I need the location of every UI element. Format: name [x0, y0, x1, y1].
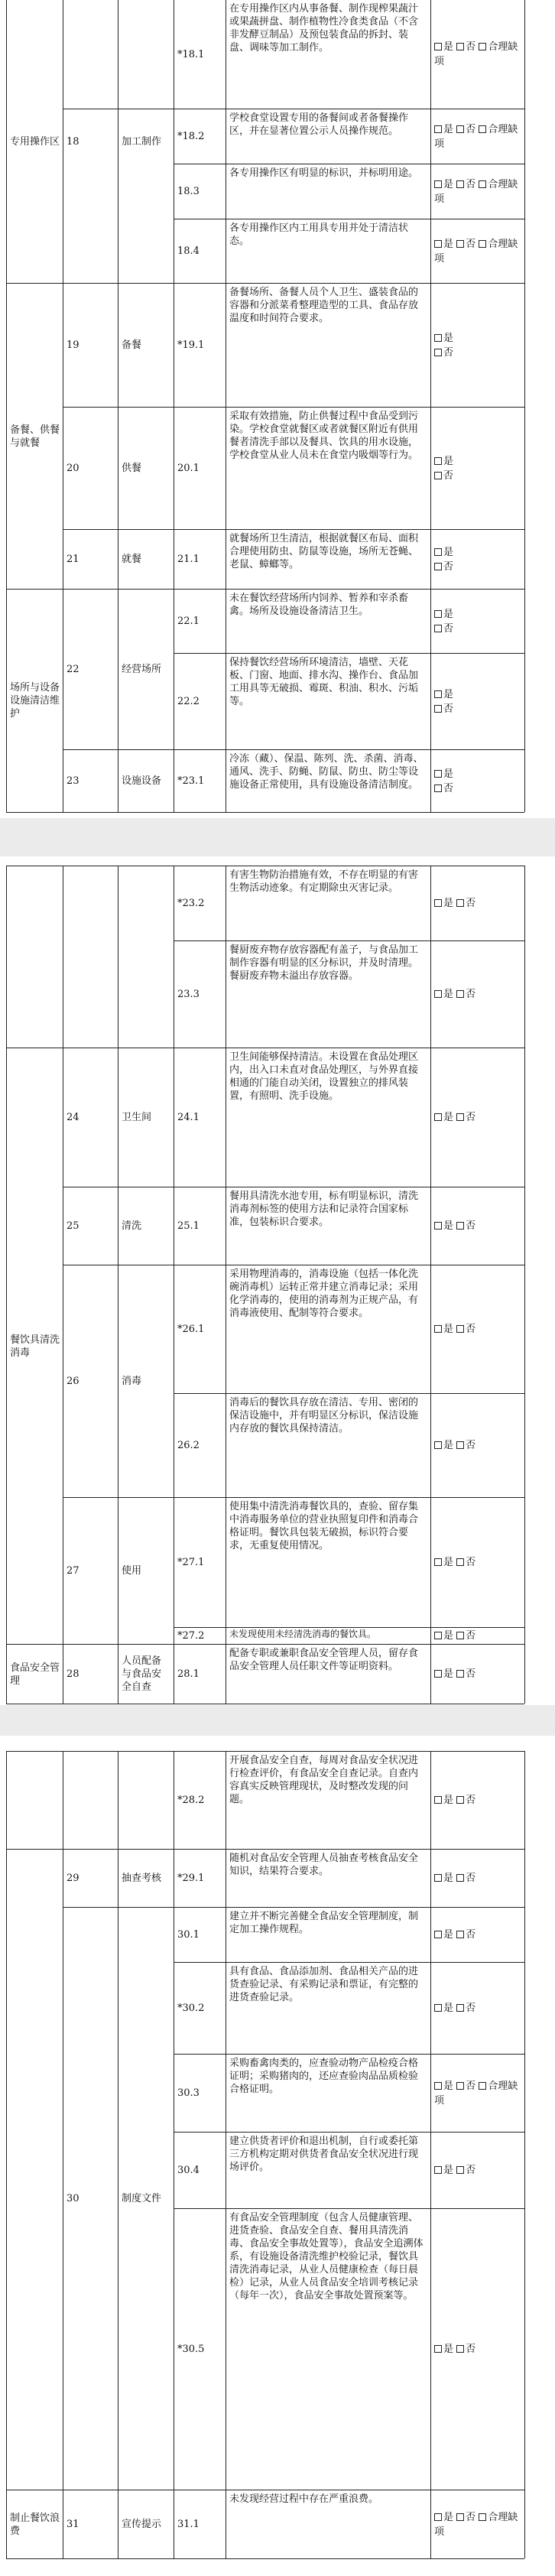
yes-checkbox[interactable]: [434, 1796, 442, 1804]
clause-code: 30.3: [177, 2087, 200, 2099]
yes-checkbox[interactable]: [434, 2513, 442, 2521]
requirement-text: 未发现经营过程中存在严重浪费。: [229, 2493, 379, 2505]
inspection-item: 加工制作: [122, 135, 162, 148]
result-checkboxes: 是 否: [431, 284, 524, 407]
result-checkboxes: 是 否: [431, 1498, 524, 1627]
yes-checkbox[interactable]: [434, 1558, 442, 1566]
inspection-item: 经营场所: [122, 664, 162, 675]
clause-code: *30.5: [177, 2344, 205, 2355]
item-number: 22: [67, 664, 80, 675]
yes-checkbox[interactable]: [434, 548, 442, 556]
no-checkbox[interactable]: [456, 1632, 464, 1639]
item-number: 20: [67, 463, 80, 474]
inspection-item: 使用: [122, 1565, 142, 1577]
no-checkbox[interactable]: [434, 349, 442, 356]
requirement-text: 使用集中清洗消毒餐饮具的，查验、留存集中消毒服务单位的营业执照复印件和消毒合格证明。餐饮具包装无破损，标识符合要求，无重复使用情况。: [229, 1501, 419, 1551]
result-checkboxes: 是 否: [431, 1645, 524, 1704]
category-label: 备餐、供餐与就餐: [10, 424, 60, 449]
clause-code: *18.2: [177, 131, 205, 142]
no-checkbox[interactable]: [434, 784, 442, 792]
requirement-text: 有害生物防治措施有效，不存在明显的有害生物活动迹象。有定期除虫灭害记录。: [229, 869, 419, 894]
result-checkboxes: 是 否: [431, 2209, 524, 2490]
requirement-text: 学校食堂设置专用的备餐间或者备餐操作区，并在显著位置公示人员操作规范。: [229, 112, 409, 137]
no-checkbox[interactable]: [456, 1558, 464, 1566]
no-checkbox[interactable]: [456, 1931, 464, 1938]
no-checkbox[interactable]: [456, 1113, 464, 1121]
yes-checkbox[interactable]: [434, 125, 442, 133]
requirement-text: 就餐场所卫生清洁，根据就餐区布局、面积合理使用防虫、防鼠等设施，场所无苍蝇、老鼠、蟑螂等。: [229, 533, 419, 570]
clause-code: 18.4: [177, 245, 200, 257]
yes-checkbox[interactable]: [434, 1632, 442, 1639]
category-label: 场所与设备设施清洁维护: [10, 682, 60, 720]
yes-checkbox[interactable]: [434, 2345, 442, 2353]
clause-code: 22.2: [177, 696, 200, 707]
no-checkbox[interactable]: [456, 1325, 464, 1333]
category-label: 食品安全管理: [10, 1662, 60, 1687]
result-checkboxes: 是 否 合理缺项: [434, 2080, 518, 2107]
na-checkbox[interactable]: [479, 180, 486, 188]
inspection-item: 消毒: [122, 1376, 142, 1387]
requirement-text: 餐用具清洗水池专用，标有明显标识，清洗消毒剂标签的使用方法和记录符合国家标准，包装标识合要求。: [229, 1191, 419, 1228]
no-checkbox[interactable]: [434, 472, 442, 479]
no-checkbox[interactable]: [456, 125, 464, 133]
requirement-text: 配备专职或兼职食品安全管理人员，留存食品安全管理人员任职文件等证明资料。: [229, 1648, 419, 1672]
yes-checkbox[interactable]: [434, 180, 442, 188]
no-checkbox[interactable]: [456, 1441, 464, 1449]
result-checkboxes: 是 否 合理缺项: [434, 123, 518, 150]
result-checkboxes: 是 否 合理缺项: [434, 178, 518, 205]
no-checkbox[interactable]: [434, 705, 442, 713]
clause-code: *23.1: [177, 775, 205, 787]
clause-code: *27.1: [177, 1557, 205, 1568]
result-checkboxes: 是 否: [431, 408, 524, 529]
no-checkbox[interactable]: [456, 1796, 464, 1804]
clause-code: 25.1: [177, 1220, 200, 1232]
item-number: 30: [67, 2193, 80, 2204]
no-checkbox[interactable]: [456, 2004, 464, 2012]
yes-checkbox[interactable]: [434, 2004, 442, 2012]
yes-checkbox[interactable]: [434, 1222, 442, 1230]
requirement-text: 未发现使用未经清洗消毒的餐饮具。: [229, 1629, 377, 1639]
category-label: 制止餐饮浪费: [10, 2512, 60, 2537]
yes-checkbox[interactable]: [434, 1874, 442, 1882]
clause-code: *27.2: [177, 1630, 205, 1642]
inspection-item: 清洗: [122, 1220, 142, 1232]
result-checkboxes: 是 否: [431, 1752, 524, 1849]
requirement-text: 在专用操作区内从事备餐、制作现榨果蔬汁或果蔬拼盘、制作植物性冷食类食品（不含非发酵豆制品）及预包装食品的拆封、装盘、调味等加工制作。: [229, 3, 419, 54]
no-checkbox[interactable]: [456, 2166, 464, 2174]
no-checkbox[interactable]: [456, 1874, 464, 1882]
requirement-text: 采取有效措施，防止供餐过程中食品受到污染。学校食堂就餐区或者就餐区附近有供用餐者清洗手部以及餐具、饮具的用水设施，学校食堂从业人员未在食堂内吸烟等行为。: [229, 411, 419, 461]
inspection-item: 宣传提示: [122, 2519, 162, 2530]
clause-code: *23.2: [177, 898, 205, 909]
no-checkbox[interactable]: [456, 2345, 464, 2353]
item-number: 18: [67, 135, 80, 148]
result-checkboxes: 是 否 合理缺项: [434, 41, 518, 67]
result-checkboxes: 是 否: [431, 1265, 524, 1393]
yes-checkbox[interactable]: [434, 334, 442, 342]
result-checkboxes: 是 否: [431, 1187, 524, 1265]
no-checkbox[interactable]: [456, 2082, 464, 2090]
result-checkboxes: 是 否: [431, 866, 524, 940]
result-checkboxes: 是 否: [431, 1908, 524, 1962]
yes-checkbox[interactable]: [434, 1931, 442, 1938]
result-checkboxes: 是 否: [431, 530, 524, 589]
result-checkboxes: 是 否: [431, 1048, 524, 1187]
requirement-text: 建立并不断完善健全食品安全管理制度，制定加工操作规程。: [229, 1911, 419, 1935]
clause-code: 22.1: [177, 616, 200, 627]
requirement-text: 开展食品安全自查，每周对食品安全状况进行检查评价，有食品安全自查记录。自查内容真实反映管理现状，及时整改发现的问题。: [229, 1755, 419, 1805]
clause-code: 23.3: [177, 989, 200, 1000]
inspection-item: 抽查考核: [122, 1873, 162, 1884]
clause-code: 24.1: [177, 1112, 200, 1123]
item-number: 19: [67, 339, 80, 351]
requirement-text: 保持餐饮经营场所环境清洁，墙壁、天花板、门窗、地面、排水沟、操作台、食品加工用具等无破损、霉斑、积油、积水、污垢等。: [229, 657, 419, 707]
inspection-item: 制度文件: [122, 2193, 162, 2204]
clause-code: *26.1: [177, 1324, 205, 1335]
clause-code: *18.1: [177, 48, 205, 60]
category-label: 餐饮具清洗消毒: [10, 1333, 60, 1359]
requirement-text: 各专用操作区有明显的标识，并标明用途。: [229, 167, 419, 179]
yes-checkbox[interactable]: [434, 1441, 442, 1449]
result-checkboxes: 是 否: [431, 750, 524, 812]
item-number: 26: [67, 1376, 80, 1387]
yes-checkbox[interactable]: [434, 43, 442, 50]
na-checkbox[interactable]: [479, 240, 486, 248]
na-checkbox[interactable]: [479, 43, 486, 50]
result-checkboxes: 是 否: [431, 1394, 524, 1497]
inspection-item: 备餐: [122, 339, 142, 351]
requirement-text: 采用物理消毒的，消毒设施（包括一体化洗碗消毒机）运转正常并建立消毒记录；采用化学消毒的，使用的消毒剂为正规产品，有消毒液使用、配制等符合要求。: [229, 1269, 419, 1319]
clause-code: *28.2: [177, 1795, 205, 1806]
item-number: 25: [67, 1220, 80, 1232]
yes-checkbox[interactable]: [434, 457, 442, 465]
item-number: 28: [67, 1668, 80, 1680]
inspection-item: 设施设备: [122, 775, 162, 787]
inspection-item: 供餐: [122, 463, 142, 474]
na-checkbox[interactable]: [479, 2513, 486, 2521]
no-checkbox[interactable]: [456, 1670, 464, 1678]
clause-code: 20.1: [177, 463, 200, 474]
clause-code: *30.2: [177, 2003, 205, 2014]
requirement-text: 有食品安全管理制度（包含人员健康管理、进货查验、食品安全自查、餐用具清洗消毒、食品安全事故处置等），食品安全追溯体系，有设施设备清洗维护校验记录，餐饮具清洗消毒记录，从业人员健康检查（每日晨检）记录，从业人员食品安全培训考核记录（每年一次），食品安全事故处置预案等。: [229, 2212, 424, 2302]
yes-checkbox[interactable]: [434, 1113, 442, 1121]
result-checkboxes: 是 否: [431, 590, 524, 653]
requirement-text: 未在餐饮经营场所内饲养、暂养和宰杀畜禽。场所及设施设备清洁卫生。: [229, 593, 409, 617]
no-checkbox[interactable]: [456, 180, 464, 188]
yes-checkbox[interactable]: [434, 990, 442, 998]
clause-code: 21.1: [177, 554, 200, 565]
na-checkbox[interactable]: [479, 125, 486, 133]
clause-code: 28.1: [177, 1668, 200, 1680]
clause-code: *19.1: [177, 339, 205, 351]
inspection-table-page-1: [0, 0, 555, 818]
no-checkbox[interactable]: [434, 563, 442, 570]
yes-checkbox[interactable]: [434, 1670, 442, 1678]
inspection-table-page-3: [0, 1736, 555, 2576]
no-checkbox[interactable]: [456, 2513, 464, 2521]
yes-checkbox[interactable]: [434, 610, 442, 618]
requirement-text: 消毒后的餐饮具存放在清洁、专用、密闭的保洁设施中，并有明显区分标识，保洁设施内存放的餐饮具保持清洁。: [229, 1397, 419, 1434]
no-checkbox[interactable]: [434, 625, 442, 632]
item-number: 27: [67, 1565, 80, 1577]
result-checkboxes: 是 否: [431, 1628, 524, 1644]
inspection-item: 人员配备与食品安全自查: [122, 1655, 162, 1693]
item-number: 21: [67, 554, 80, 565]
requirement-text: 卫生间能够保持清洁。未设置在食品处理区内，出入口未直对食品处理区，与外界直接相通的门能自动关闭，设置独立的排风装置，有照明、洗手设施。: [229, 1051, 419, 1102]
clause-code: 31.1: [177, 2519, 200, 2530]
no-checkbox[interactable]: [456, 990, 464, 998]
result-checkboxes: 是 否: [431, 941, 524, 1048]
requirement-text: 随机对食品安全管理人员抽查考核食品安全知识，结果符合要求。: [229, 1853, 419, 1877]
no-checkbox[interactable]: [456, 43, 464, 50]
yes-checkbox[interactable]: [434, 2166, 442, 2174]
item-number: 23: [67, 775, 80, 787]
na-checkbox[interactable]: [479, 2082, 486, 2090]
requirement-text: 采购畜禽肉类的，应查验动物产品检疫合格证明；采购猪肉的，还应查验肉品品质检验合格证明。: [229, 2058, 419, 2095]
requirement-text: 各专用操作区内工用具专用并处于清洁状态。: [229, 223, 409, 247]
item-number: 24: [67, 1112, 80, 1123]
requirement-text: 建立供货者评价和退出机制，自行或委托第三方机构定期对供货者食品安全状况进行现场评价。: [229, 2136, 419, 2173]
clause-code: 30.4: [177, 2165, 200, 2176]
clause-code: 26.2: [177, 1440, 200, 1451]
requirement-text: 餐厨废弃物存放容器配有盖子，与食品加工制作容器有明显的区分标识，并及时清理。餐厨废弃物未溢出存放容器。: [229, 944, 419, 982]
result-checkboxes: 是 否: [431, 1963, 524, 2054]
result-checkboxes: 是 否: [431, 2133, 524, 2208]
yes-checkbox[interactable]: [434, 240, 442, 248]
clause-code: 30.1: [177, 1929, 200, 1941]
clause-code: 18.3: [177, 186, 200, 197]
no-checkbox[interactable]: [456, 240, 464, 248]
inspection-item: 就餐: [122, 554, 142, 565]
result-checkboxes: 是 否 合理缺项: [434, 238, 518, 265]
inspection-table-page-2: [0, 856, 555, 1705]
clause-code: *29.1: [177, 1873, 205, 1884]
requirement-text: 备餐场所、备餐人员个人卫生、盛装食品的容器和分派菜肴整理造型的工具、食品存放温度和时间符合要求。: [229, 287, 419, 324]
no-checkbox[interactable]: [456, 899, 464, 907]
no-checkbox[interactable]: [456, 1222, 464, 1230]
result-checkboxes: 是 否 合理缺项: [434, 2511, 518, 2538]
yes-checkbox[interactable]: [434, 770, 442, 778]
yes-checkbox[interactable]: [434, 690, 442, 698]
category-label: 专用操作区: [10, 135, 60, 148]
item-number: 31: [67, 2519, 80, 2530]
yes-checkbox[interactable]: [434, 1325, 442, 1333]
inspection-item: 卫生间: [122, 1112, 152, 1123]
yes-checkbox[interactable]: [434, 899, 442, 907]
result-checkboxes: 是 否: [431, 1850, 524, 1907]
result-checkboxes: 是 否: [431, 654, 524, 749]
requirement-text: 具有食品、食品添加剂、食品相关产品的进货查验记录、有采购记录和票证，有完整的进货查验记录。: [229, 1966, 419, 2003]
requirement-text: 冷冻（藏）、保温、陈列、洗、杀菌、消毒、通风、洗手、防蝇、防鼠、防虫、防尘等设施设备正常使用，具有设施设备清洁制度。: [229, 753, 424, 791]
item-number: 29: [67, 1873, 80, 1884]
yes-checkbox[interactable]: [434, 2082, 442, 2090]
